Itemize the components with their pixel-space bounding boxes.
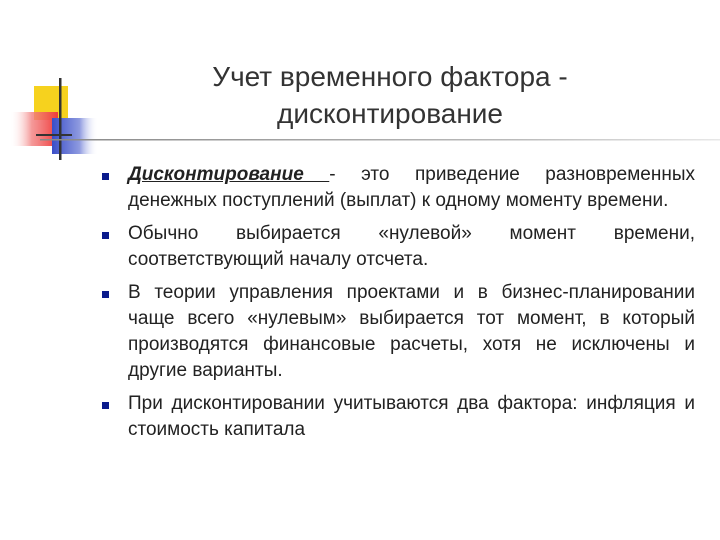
bullet-item: [100, 162, 695, 214]
square-bullet-icon: [102, 173, 109, 180]
bullet-text: В теории управления проектами и в бизнес-планировании чаще всего «нулевым» выбирается тот момент, в который производятся финансовые расчеты, хотя не исключены и другие варианты.: [128, 282, 695, 381]
logo-red-square: [10, 112, 58, 146]
slide-title: [160, 58, 620, 132]
bullet-item: [100, 391, 695, 443]
logo-vertical-line: [59, 78, 62, 160]
bullet-list: [100, 162, 695, 450]
slide-title-line-2: дисконтирование: [277, 98, 503, 129]
square-bullet-icon: [102, 291, 109, 298]
bullet-text: Обычно выбирается «нулевой» момент времени, соответствующий началу отсчета.: [128, 223, 695, 270]
bullet-item: [100, 221, 695, 273]
definition-term: Дисконтирование: [128, 164, 330, 185]
bullet-item: [100, 280, 695, 384]
title-rule: [40, 139, 720, 141]
square-bullet-icon: [102, 232, 109, 239]
square-bullet-icon: [102, 402, 109, 409]
logo-horizontal-line: [36, 134, 72, 136]
bullet-text: - это приведение разновременных денежных поступлений (выплат) к одному моменту времени.: [128, 164, 695, 211]
slide-title-line-1: Учет временного фактора -: [212, 61, 568, 92]
bullet-text: При дисконтировании учитываются два фактора: инфляция и стоимость капитала: [128, 393, 695, 440]
